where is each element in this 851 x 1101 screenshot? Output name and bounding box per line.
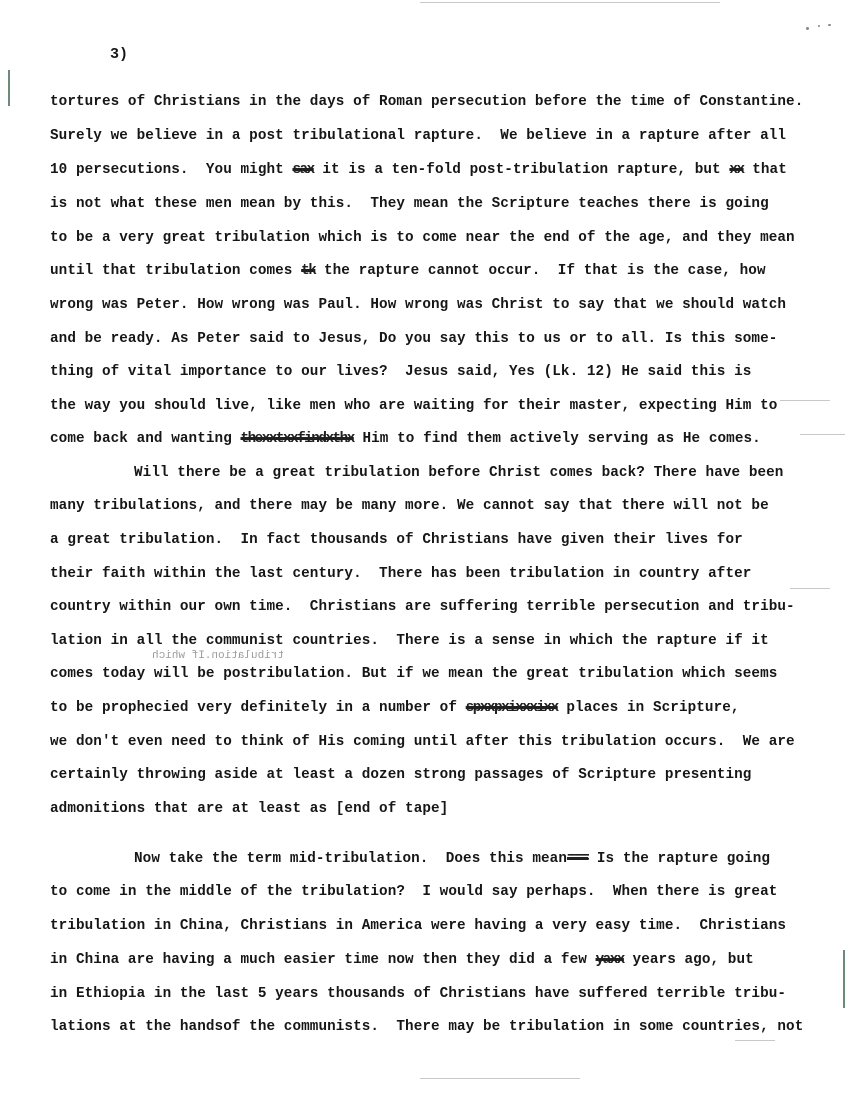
text-line — [50, 598, 795, 616]
text-run: places in Scripture, — [557, 700, 740, 716]
text-run: lations at the handsof the communists. There may be tribulation in some countries, not — [50, 1019, 804, 1035]
text-run: to be prophecied very definitely in a number of — [50, 700, 466, 716]
text-run: Now take the term mid-tribulation. Does this mean — [134, 851, 567, 867]
text-line — [50, 127, 786, 145]
show-through-text: tribulation.If which — [152, 650, 285, 662]
text-line — [50, 883, 777, 901]
text-run: admonitions that are at least as [end of tape] — [50, 801, 449, 817]
text-line — [50, 1018, 803, 1036]
struck-out-text: === — [566, 851, 589, 867]
text-run: many tribulations, and there may be many more. We cannot say that there will not be — [50, 498, 769, 514]
struck-out-text: sax — [292, 162, 314, 178]
text-line — [50, 229, 795, 247]
text-run: come back and wanting — [50, 431, 241, 447]
text-run: is not what these men mean by this. They mean the Scripture teaches there is going — [50, 196, 769, 212]
text-run: country within our own time. Christians are suffering terrible persecution and tribu- — [50, 599, 795, 615]
text-line — [50, 363, 751, 381]
text-line — [50, 497, 769, 515]
text-line — [50, 665, 777, 683]
text-line — [50, 632, 769, 650]
text-run: thing of vital importance to our lives? Jesus said, Yes (Lk. 12) He said this is — [50, 364, 752, 380]
scan-smudge — [780, 400, 830, 401]
text-line — [50, 800, 448, 818]
text-run: we don't even need to think of His coming until after this tribulation occurs. We are — [50, 734, 795, 750]
scan-smudge — [800, 434, 845, 435]
text-line — [134, 850, 770, 868]
struck-out-text: xx — [729, 162, 744, 178]
scan-smudge — [420, 2, 720, 3]
text-line — [50, 397, 777, 415]
text-run: in China are having a much easier time now then they did a few — [50, 952, 596, 968]
text-run: Will there be a great tribulation before Christ comes back? There have been — [134, 465, 784, 481]
text-run: a great tribulation. In fact thousands of Christians have given their lives for — [50, 532, 743, 548]
text-line — [50, 951, 754, 969]
struck-out-text: thexxtxxfindxthx — [240, 431, 354, 447]
text-line — [50, 985, 786, 1003]
text-line — [50, 531, 743, 549]
text-line — [50, 161, 787, 179]
text-run: that — [743, 162, 787, 178]
text-run: in Ethiopia in the last 5 years thousands of Christians have suffered terrible tribu- — [50, 986, 787, 1002]
text-line — [50, 917, 786, 935]
text-line — [50, 699, 740, 717]
text-run: their faith within the last century. There has been tribulation in country after — [50, 566, 752, 582]
page-number: 3) — [110, 46, 129, 63]
text-run: Surely we believe in a post tribulational rapture. We believe in a rapture after all — [50, 128, 787, 144]
text-line — [50, 262, 766, 280]
text-run: years ago, but — [623, 952, 754, 968]
text-run: until that tribulation comes — [50, 263, 302, 279]
scan-speck — [806, 27, 809, 30]
text-run: comes today will be postribulation. But if we mean the great tribulation which seems — [50, 666, 778, 682]
text-run: to come in the middle of the tribulation? I would say perhaps. When there is great — [50, 884, 778, 900]
text-line — [50, 430, 761, 448]
text-run: Is the rapture going — [588, 851, 771, 867]
text-line — [134, 464, 783, 482]
left-margin-mark — [8, 70, 10, 106]
scan-smudge — [420, 1078, 580, 1079]
text-line — [50, 330, 777, 348]
scan-speck — [818, 25, 820, 27]
text-run: the way you should live, like men who are waiting for their master, expecting Him to — [50, 398, 778, 414]
struck-out-text: spxxpxixxxixx — [465, 700, 558, 716]
right-margin-mark — [843, 950, 845, 1008]
text-run: wrong was Peter. How wrong was Paul. How wrong was Christ to say that we should watch — [50, 297, 787, 313]
text-run: certainly throwing aside at least a dozen strong passages of Scripture presenting — [50, 767, 752, 783]
text-run: 10 persecutions. You might — [50, 162, 293, 178]
scan-speck — [828, 24, 831, 26]
text-run: and be ready. As Peter said to Jesus, Do you say this to us or to all. Is this some- — [50, 331, 778, 347]
text-line — [50, 565, 751, 583]
text-run: Him to find them actively serving as He comes. — [353, 431, 761, 447]
text-run: tribulation in China, Christians in America were having a very easy time. Christians — [50, 918, 787, 934]
text-line — [50, 766, 751, 784]
text-line — [50, 296, 786, 314]
scan-smudge — [735, 1040, 775, 1041]
text-line — [50, 733, 795, 751]
struck-out-text: tk — [301, 263, 316, 279]
scan-smudge — [790, 588, 830, 589]
text-line — [50, 195, 769, 213]
struck-out-text: yaxx — [595, 952, 624, 968]
text-run: the rapture cannot occur. If that is the case, how — [315, 263, 766, 279]
text-run: to be a very great tribulation which is to come near the end of the age, and they mean — [50, 230, 795, 246]
text-line — [50, 93, 803, 111]
text-run: lation in all the communist countries. There is a sense in which the rapture if it — [50, 633, 769, 649]
text-run: tortures of Christians in the days of Roman persecution before the time of Constantine. — [50, 94, 804, 110]
text-run: it is a ten-fold post-tribulation rapture, but — [313, 162, 730, 178]
